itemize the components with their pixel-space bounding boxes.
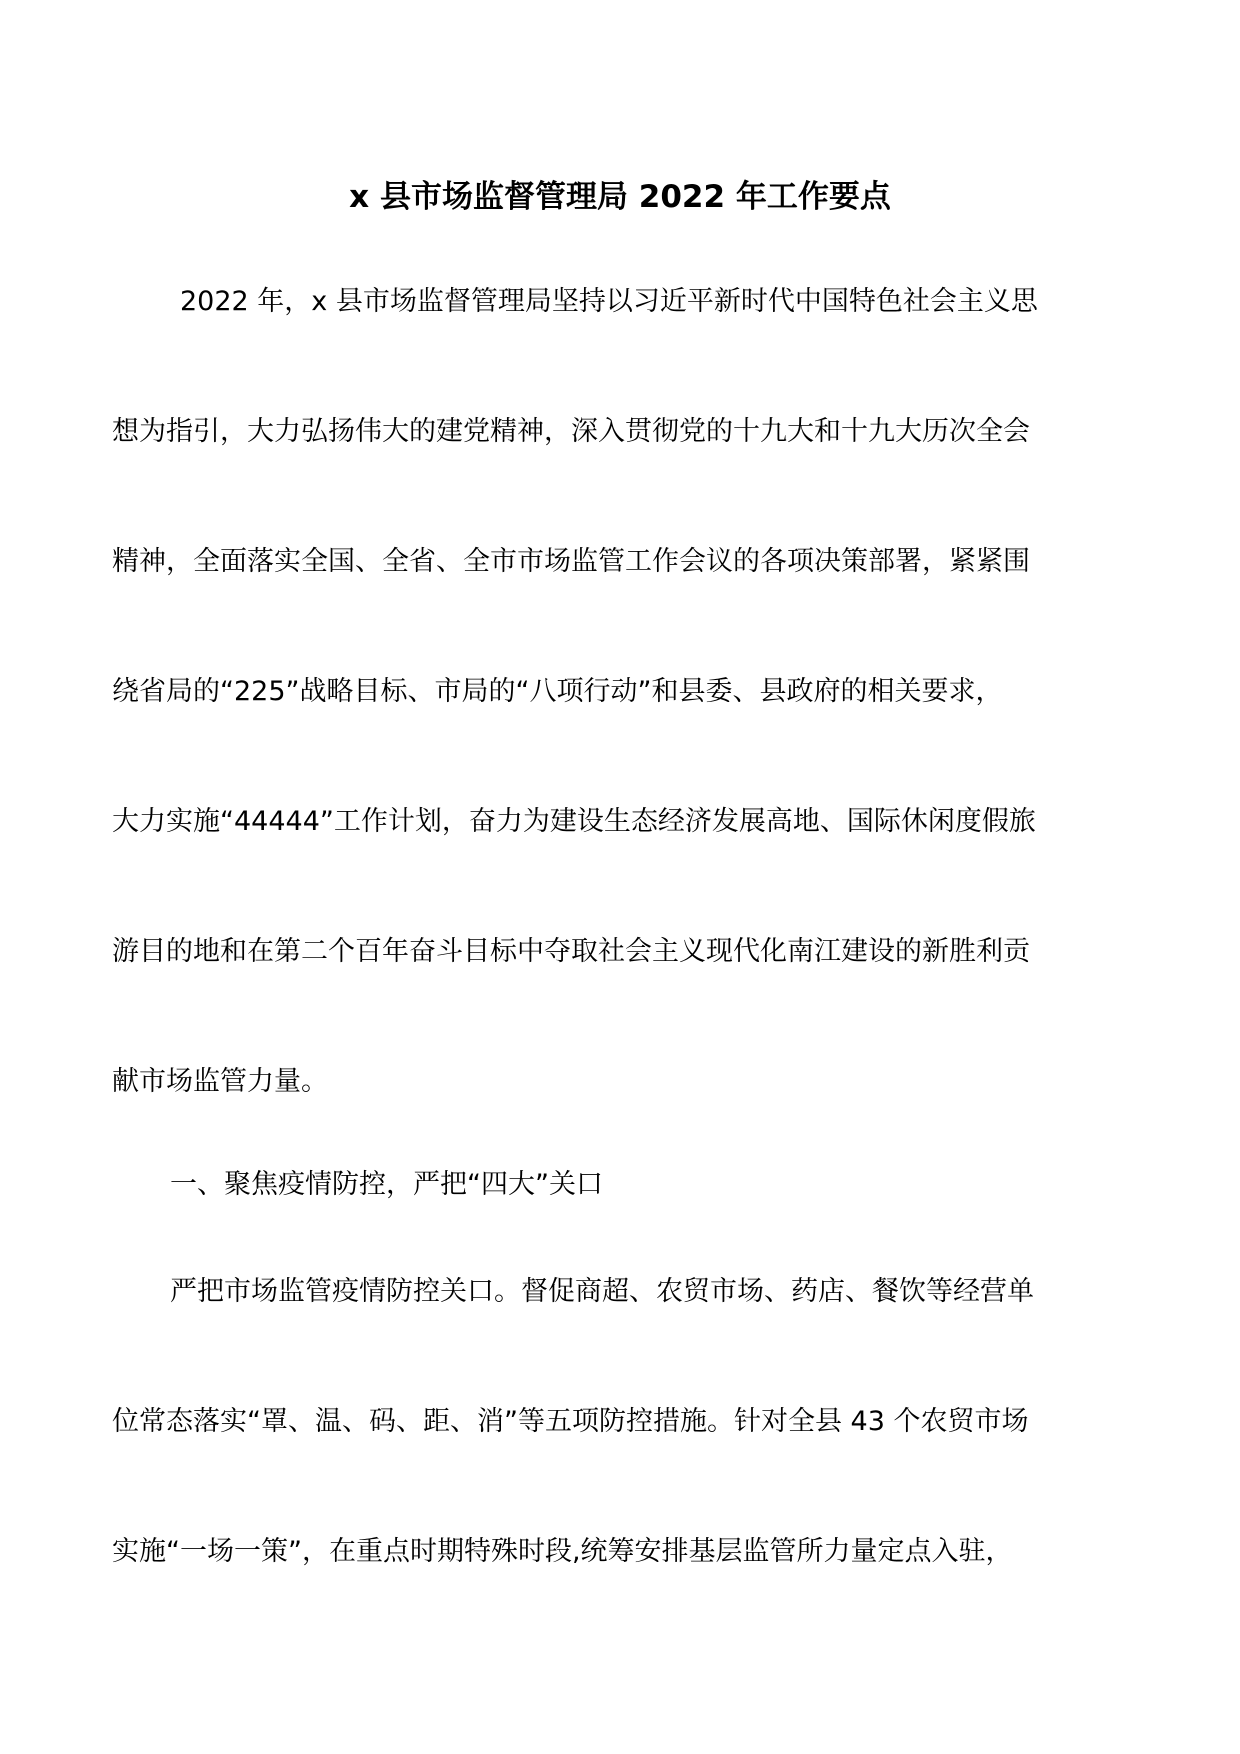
paragraph-line: 位常态落实“罩、温、码、距、消”等五项防控措施。针对全县 43 个农贸市场	[112, 1406, 1029, 1437]
document-title: x 县市场监督管理局 2022 年工作要点	[349, 179, 891, 215]
paragraph-line: 献市场监管力量。	[112, 1066, 328, 1097]
paragraph-line: 游目的地和在第二个百年奋斗目标中夺取社会主义现代化南江建设的新胜利贡	[112, 936, 1030, 967]
paragraph-line: 想为指引，大力弘扬伟大的建党精神，深入贯彻党的十九大和十九大历次全会	[112, 416, 1030, 447]
section-heading: 一、聚焦疫情防控，严把“四大”关口	[170, 1169, 603, 1200]
paragraph-line: 实施“一场一策”，在重点时期特殊时段,统筹安排基层监管所力量定点入驻，	[112, 1536, 1013, 1567]
paragraph-line: 大力实施“44444”工作计划，奋力为建设生态经济发展高地、国际休闲度假旅	[112, 806, 1036, 837]
paragraph-line: 2022 年，x 县市场监督管理局坚持以习近平新时代中国特色社会主义思	[180, 286, 1038, 317]
paragraph-line: 绕省局的“225”战略目标、市局的“八项行动”和县委、县政府的相关要求，	[112, 676, 1003, 707]
paragraph-line: 严把市场监管疫情防控关口。督促商超、农贸市场、药店、餐饮等经营单	[170, 1276, 1034, 1307]
paragraph-line: 精神，全面落实全国、全省、全市市场监管工作会议的各项决策部署，紧紧围	[112, 546, 1030, 577]
